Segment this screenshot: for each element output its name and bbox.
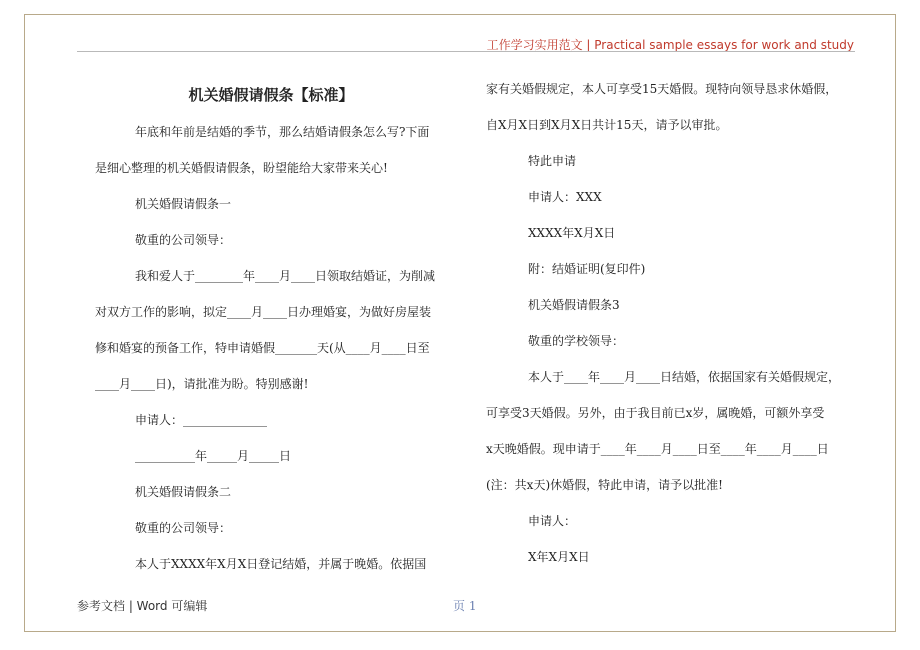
paragraph-line: 对双方工作的影响，拟定____月____日办理婚宴，为做好房屋装 [95, 305, 432, 319]
paragraph-line: 年底和年前是结婚的季节，那么结婚请假条怎么写?下面 [135, 125, 430, 139]
applicant-line: 申请人： [528, 514, 577, 528]
right-column [486, 71, 864, 575]
paragraph-line: ____月____日)，请批准为盼。特别感谢! [95, 377, 309, 391]
footer-label: 参考文档 | Word 可编辑 [77, 599, 208, 613]
date-line: __________年_____月_____日 [135, 449, 292, 463]
paragraph-line: 是细心整理的机关婚假请假条，盼望能给大家带来关心! [95, 161, 388, 175]
paragraph-line: 本人于XXXX年X月X日登记结婚，并属于晚婚。依据国 [135, 557, 427, 571]
section-heading: 机关婚假请假条3 [528, 298, 620, 312]
section-heading: 机关婚假请假条一 [135, 197, 232, 211]
salutation: 敬重的学校领导： [528, 334, 625, 348]
page-number: 页 1 [453, 599, 477, 613]
left-column [95, 78, 447, 582]
paragraph-line: x天晚婚假。现申请于____年____月____日至____年____月____日 [486, 442, 829, 456]
applicant-line: 申请人：XXX [528, 190, 602, 204]
attachment-line: 附：结婚证明(复印件) [528, 262, 646, 276]
salutation: 敬重的公司领导： [135, 521, 232, 535]
paragraph-line: 修和婚宴的预备工作，特申请婚假_______天(从____月____日至 [95, 341, 430, 355]
document-title: 机关婚假请假条【标准】 [188, 86, 354, 104]
page-header: 工作学习实用范文 | Practical sample essays for work and study [486, 38, 854, 52]
paragraph-line: 我和爱人于________年____月____日领取结婚证，为削减 [135, 269, 436, 283]
paragraph-line: (注：共x天)休婚假，特此申请，请予以批准! [486, 478, 723, 492]
paragraph-line: 可享受3天婚假。另外，由于我目前已x岁，属晚婚，可额外享受 [486, 406, 825, 420]
document-page [24, 14, 896, 632]
closing-line: 特此申请 [528, 154, 577, 168]
paragraph-line: 本人于____年____月____日结婚，依据国家有关婚假规定， [528, 370, 841, 384]
header-divider [77, 51, 855, 52]
applicant-line: 申请人：______________ [135, 413, 268, 427]
paragraph-line: 自X月X日到X月X日共计15天，请予以审批。 [486, 118, 728, 132]
salutation: 敬重的公司领导： [135, 233, 232, 247]
paragraph-line: 家有关婚假规定，本人可享受15天婚假。现特向领导恳求休婚假， [486, 82, 838, 96]
date-line: XXXX年X月X日 [528, 226, 616, 240]
date-line: X年X月X日 [528, 550, 590, 564]
section-heading: 机关婚假请假条二 [135, 485, 232, 499]
